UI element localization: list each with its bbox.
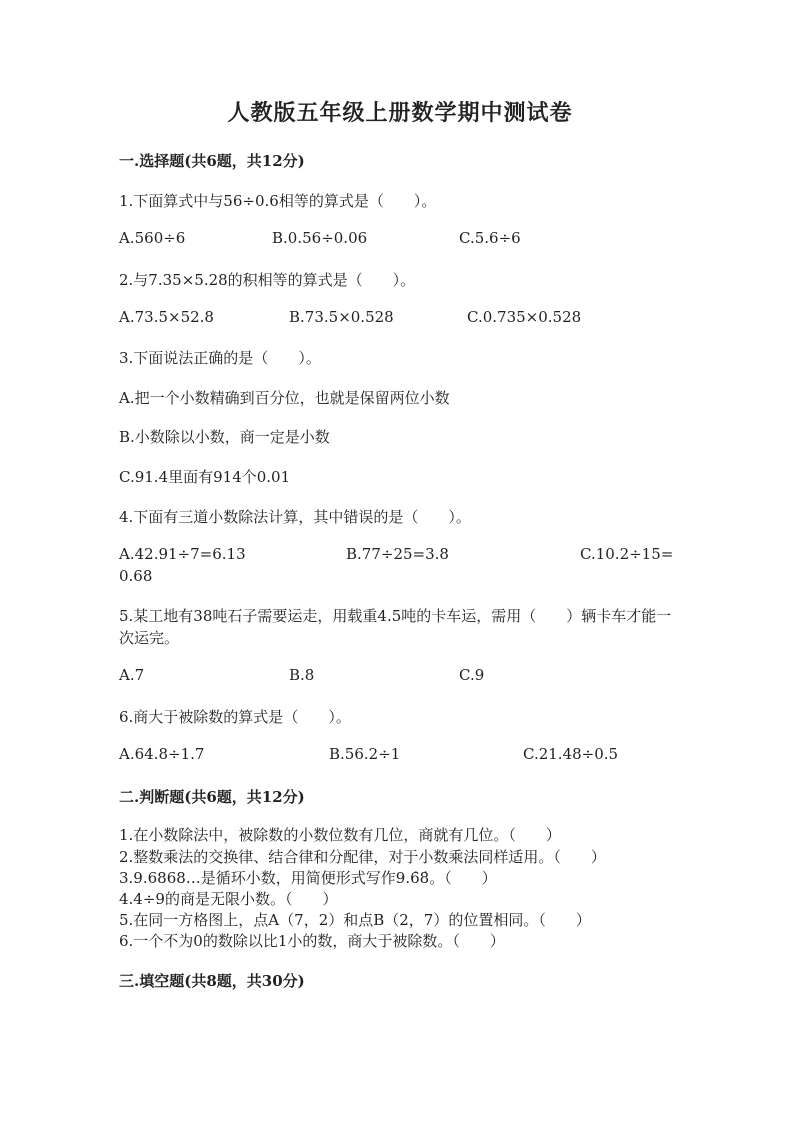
question-1-option-a: A.560÷6 xyxy=(119,229,186,247)
judge-item-4: 4.4÷9的商是无限小数。（ ） xyxy=(119,890,338,908)
question-4-option-c-continued: 0.68 xyxy=(119,567,153,585)
question-3-option-c: C.91.4里面有914个0.01 xyxy=(119,468,291,486)
judge-item-6: 6.一个不为0的数除以比1小的数，商大于被除数。（ ） xyxy=(119,932,505,950)
question-1-option-c: C.5.6÷6 xyxy=(459,229,521,247)
question-2: 2.与7.35×5.28的积相等的算式是（ ）。 xyxy=(119,271,416,289)
question-5: 5.某工地有38吨石子需要运走，用载重4.5吨的卡车运，需用（ ）辆卡车才能一次运完。 xyxy=(119,607,672,647)
section-heading-judge: 二.判断题(共6题，共12分) xyxy=(119,788,305,806)
question-2-option-a: A.73.5×52.8 xyxy=(119,308,214,326)
question-4-option-b: B.77÷25=3.8 xyxy=(346,545,449,563)
question-3-option-a: A.把一个小数精确到百分位，也就是保留两位小数 xyxy=(119,389,450,407)
question-2-option-b: B.73.5×0.528 xyxy=(289,308,394,326)
judge-item-2: 2.整数乘法的交换律、结合律和分配律，对于小数乘法同样适用。（ ） xyxy=(119,848,606,866)
question-6: 6.商大于被除数的算式是（ ）。 xyxy=(119,708,351,726)
question-1: 1.下面算式中与56÷0.6相等的算式是（ ）。 xyxy=(119,192,437,210)
section-heading-fill: 三.填空题(共8题，共30分) xyxy=(119,972,305,990)
judge-item-3: 3.9.6868…是循环小数，用简便形式写作9.6̇8̇。（ ） xyxy=(119,869,497,887)
question-4: 4.下面有三道小数除法计算，其中错误的是（ ）。 xyxy=(119,508,471,526)
question-4-option-a: A.42.91÷7=6.13 xyxy=(119,545,246,563)
section-heading-choice: 一.选择题(共6题，共12分) xyxy=(119,152,305,170)
question-6-option-c: C.21.48÷0.5 xyxy=(523,745,619,763)
question-3: 3.下面说法正确的是（ ）。 xyxy=(119,349,321,367)
question-5-option-c: C.9 xyxy=(459,666,485,684)
question-3-option-b: B.小数除以小数，商一定是小数 xyxy=(119,428,330,446)
question-5-option-b: B.8 xyxy=(289,666,315,684)
question-4-option-c: C.10.2÷15= xyxy=(580,545,674,563)
question-6-option-a: A.64.8÷1.7 xyxy=(119,745,205,763)
judge-item-1: 1.在小数除法中，被除数的小数位数有几位，商就有几位。（ ） xyxy=(119,826,561,844)
judge-item-5: 5.在同一方格图上，点A（7，2）和点B（2，7）的位置相同。（ ） xyxy=(119,911,591,929)
question-1-option-b: B.0.56÷0.06 xyxy=(272,229,368,247)
page-title: 人教版五年级上册数学期中测试卷 xyxy=(227,100,573,126)
question-2-option-c: C.0.735×0.528 xyxy=(467,308,582,326)
question-6-option-b: B.56.2÷1 xyxy=(329,745,401,763)
question-5-option-a: A.7 xyxy=(119,666,145,684)
